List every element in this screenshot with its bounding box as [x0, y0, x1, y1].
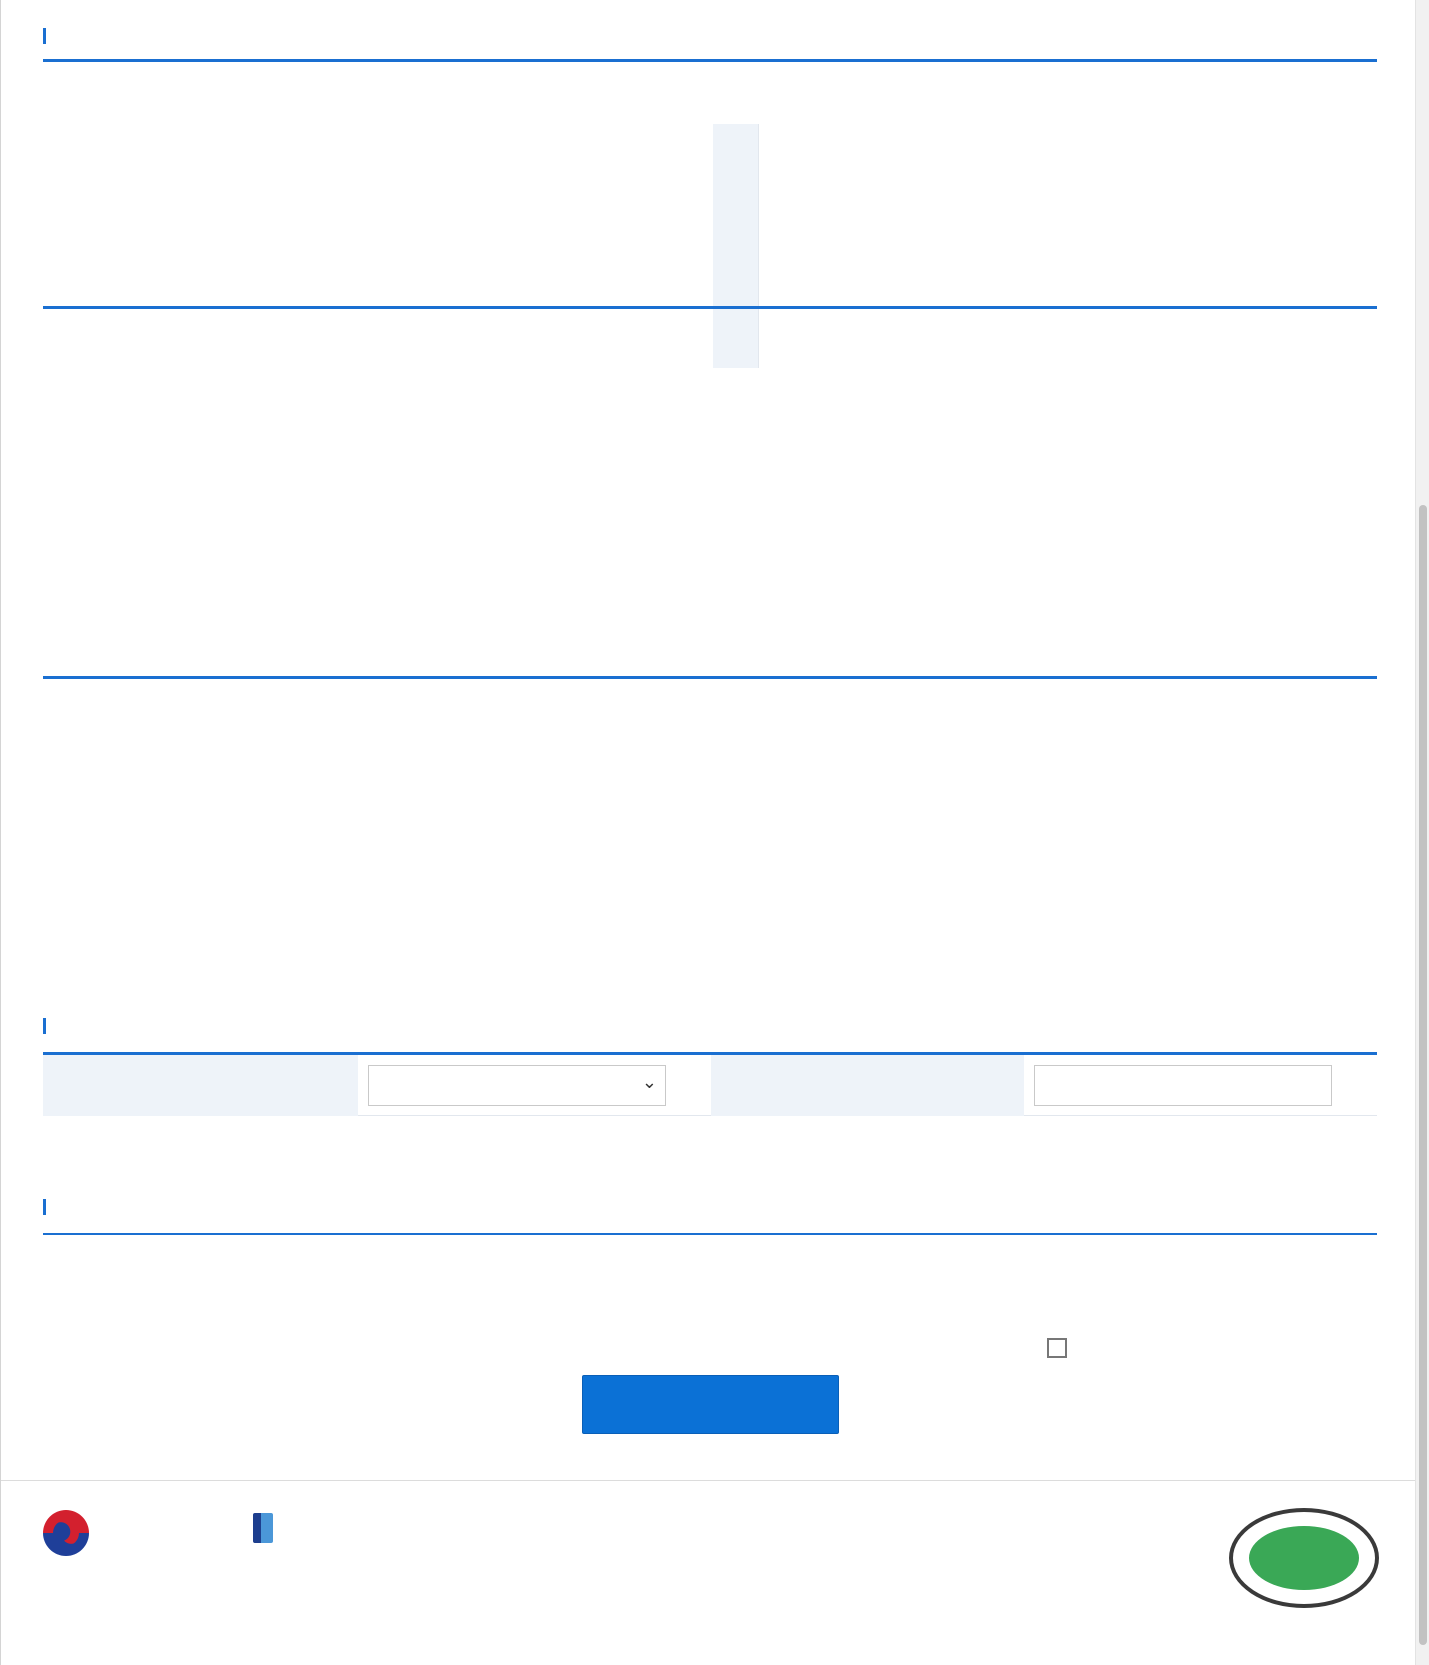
klid-logo[interactable]: [253, 1513, 285, 1543]
decision-tax-label: [713, 124, 759, 368]
section-divider: [43, 676, 1377, 679]
section-divider: [43, 59, 1377, 62]
agree-checkbox[interactable]: [1047, 1338, 1067, 1358]
taeguk-icon: [43, 1510, 89, 1556]
submit-button[interactable]: [582, 1375, 839, 1434]
refund-bank-select[interactable]: [368, 1065, 666, 1106]
chevron-down-icon: ⌄: [641, 1071, 657, 1093]
refund-account-label: [711, 1055, 1024, 1116]
agree-checkbox-row[interactable]: [1047, 1338, 1077, 1358]
refund-account-input[interactable]: [1034, 1065, 1332, 1106]
web-accessibility-badge: [1229, 1508, 1379, 1608]
section-divider: [43, 306, 1377, 309]
scrollbar-thumb[interactable]: [1419, 505, 1427, 1645]
footer-divider: [1, 1480, 1416, 1481]
refund-bank-label: [43, 1055, 358, 1116]
section-divider: [43, 1233, 1377, 1235]
mois-logo[interactable]: [43, 1510, 103, 1556]
refund-bank-cell: [358, 1055, 711, 1116]
klid-mark-icon: [253, 1513, 273, 1543]
vertical-scrollbar[interactable]: [1415, 0, 1429, 1665]
refund-account-cell: [1024, 1055, 1377, 1116]
